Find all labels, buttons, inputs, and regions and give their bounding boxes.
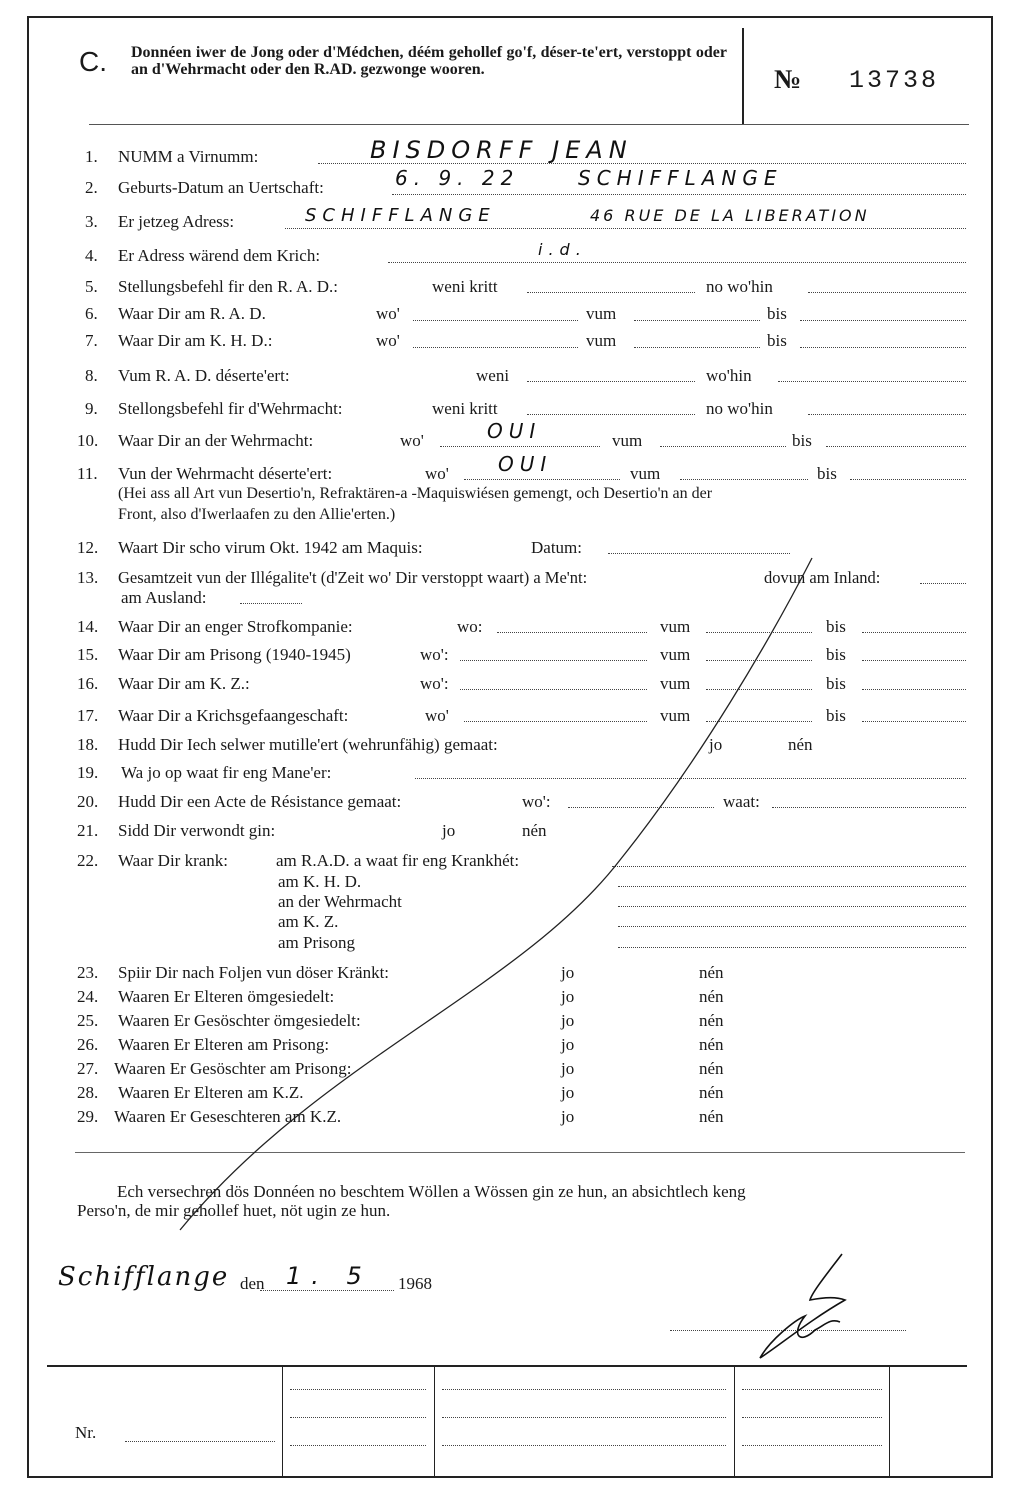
field-21-label: Sidd Dir verwondt gin: <box>118 821 276 840</box>
field-22-sub-1: am K. H. D. <box>278 872 362 891</box>
field-9-num: 9. <box>85 399 98 418</box>
field-16-num: 16. <box>77 674 99 693</box>
field-2-num: 2. <box>85 178 98 197</box>
table-line <box>742 1445 882 1446</box>
field-21-num: 21. <box>77 821 99 840</box>
field-15-b: vum <box>660 645 691 664</box>
field-23-num: 23. <box>77 963 99 982</box>
field-16-a: wo': <box>420 674 449 693</box>
field-27-label: Waaren Er Gesöschter am Prisong: <box>114 1059 352 1078</box>
field-21-b: nén <box>522 821 547 840</box>
field-22-sub-4: am Prisong <box>278 933 355 952</box>
field-26-b: nén <box>699 1035 724 1054</box>
field-22-a: am R.A.D. a waat fir eng Krankhét: <box>276 851 520 870</box>
field-17-b: vum <box>660 706 691 725</box>
field-18-label: Hudd Dir Iech selwer mutille'ert (wehrunfähig) gemaat: <box>118 735 498 754</box>
field-3-city: SCHIFFLANGE <box>305 205 496 226</box>
field-7-label: Waar Dir am K. H. D.: <box>118 331 273 350</box>
field-28-a: jo <box>561 1083 575 1102</box>
field-25-num: 25. <box>77 1011 99 1030</box>
field-17-a: wo' <box>425 706 449 725</box>
field-28-b: nén <box>699 1083 724 1102</box>
field-1-label: NUMM a Virnumm: <box>118 147 259 166</box>
place-suffix: den <box>240 1274 265 1293</box>
field-7-num: 7. <box>85 331 98 350</box>
year: 1968 <box>398 1274 432 1293</box>
field-2-label: Geburts-Datum an Uertschaft: <box>118 178 324 197</box>
field-10-label: Waar Dir an der Wehrmacht: <box>118 431 314 450</box>
field-9-b: no wo'hin <box>706 399 773 418</box>
field-22-label: Waar Dir krank: <box>118 851 229 870</box>
field-19-num: 19. <box>77 763 99 782</box>
form-title: Donnéen iwer de Jong oder d'Médchen, déém gehollef go'f, déser-te'ert, verstoppt oder an d'Wehrmacht oder den R.AD. gezwonge wooren. <box>131 44 727 78</box>
field-11-value: OUI <box>498 452 553 476</box>
field-10-value: OUI <box>487 419 542 443</box>
field-17-c: bis <box>826 706 846 725</box>
form-number: 13738 <box>849 66 940 95</box>
field-15-a: wo': <box>420 645 449 664</box>
field-29-label: Waaren Er Geseschteren am K.Z. <box>114 1107 342 1126</box>
field-20-b: waat: <box>723 792 760 811</box>
field-5-a: weni kritt <box>432 277 498 296</box>
field-17-label: Waar Dir a Krichsgefaangeschaft: <box>118 706 349 725</box>
nr-label: Nr. <box>75 1423 97 1442</box>
field-8-a: weni <box>476 366 510 385</box>
field-2-date: 6. 9. 22 <box>395 166 520 190</box>
field-18-b: nén <box>788 735 813 754</box>
declaration-line-2: Perso'n, de mir gehollef huet, nöt ugin ze hun. <box>77 1201 391 1220</box>
field-28-num: 28. <box>77 1083 99 1102</box>
field-25-label: Waaren Er Gesöschter ömgesiedelt: <box>118 1011 361 1030</box>
field-20-num: 20. <box>77 792 99 811</box>
field-7-c: bis <box>767 331 787 350</box>
field-7-b: vum <box>586 331 617 350</box>
field-9-label: Stellongsbefehl fir d'Wehrmacht: <box>118 399 343 418</box>
table-line <box>742 1389 882 1390</box>
field-22-sub-2: an der Wehrmacht <box>278 892 402 911</box>
field-6-a: wo' <box>376 304 400 323</box>
field-15-label: Waar Dir am Prisong (1940-1945) <box>118 645 351 664</box>
nr-line <box>125 1441 275 1442</box>
table-line <box>442 1445 726 1446</box>
field-6-b: vum <box>586 304 617 323</box>
field-26-label: Waaren Er Elteren am Prisong: <box>118 1035 330 1054</box>
field-22-sub-3: am K. Z. <box>278 912 339 931</box>
field-25-a: jo <box>561 1011 575 1030</box>
field-20-a: wo': <box>522 792 551 811</box>
field-23-label: Spiir Dir nach Foljen vun döser Kränkt: <box>118 963 390 982</box>
field-3-street: 46 RUE DE LA LIBERATION <box>590 206 870 225</box>
field-24-num: 24. <box>77 987 99 1006</box>
field-29-a: jo <box>561 1107 575 1126</box>
field-14-b: vum <box>660 617 691 636</box>
field-4-num: 4. <box>85 246 98 265</box>
field-16-c: bis <box>826 674 846 693</box>
field-11-note-1: (Hei ass all Art vun Desertio'n, Refraktären-a -Maquiswiésen gemengt, och Desertio'n an der <box>118 485 713 502</box>
field-5-num: 5. <box>85 277 98 296</box>
field-11-label: Vun der Wehrmacht déserte'ert: <box>118 464 333 483</box>
table-line <box>442 1389 726 1390</box>
field-24-b: nén <box>699 987 724 1006</box>
table-col-1 <box>282 1367 283 1477</box>
field-12-label: Waart Dir scho virum Okt. 1942 am Maquis: <box>118 538 423 557</box>
field-2-place: SCHIFFLANGE <box>578 166 783 190</box>
field-1-num: 1. <box>85 147 98 166</box>
field-29-b: nén <box>699 1107 724 1126</box>
office-table <box>47 1365 967 1477</box>
field-7-a: wo' <box>376 331 400 350</box>
field-27-num: 27. <box>77 1059 99 1078</box>
table-col-4 <box>889 1367 890 1477</box>
field-13-num: 13. <box>77 568 99 587</box>
field-6-c: bis <box>767 304 787 323</box>
field-12-num: 12. <box>77 538 99 557</box>
field-18-num: 18. <box>77 735 99 754</box>
field-5-b: no wo'hin <box>706 277 773 296</box>
field-25-b: nén <box>699 1011 724 1030</box>
field-13-a: dovun am Inland: <box>764 568 881 587</box>
field-24-a: jo <box>561 987 575 1006</box>
field-15-num: 15. <box>77 645 99 664</box>
field-6-label: Waar Dir am R. A. D. <box>118 304 266 323</box>
field-6-num: 6. <box>85 304 98 323</box>
field-28-label: Waaren Er Elteren am K.Z. <box>118 1083 304 1102</box>
field-10-c: bis <box>792 431 812 450</box>
field-4-label: Er Adress wärend dem Krich: <box>118 246 321 265</box>
cross-out-stroke <box>180 558 812 1230</box>
field-11-a: wo' <box>425 464 449 483</box>
field-23-b: nén <box>699 963 724 982</box>
field-26-num: 26. <box>77 1035 99 1054</box>
field-8-num: 8. <box>85 366 98 385</box>
field-17-num: 17. <box>77 706 99 725</box>
field-14-a: wo: <box>457 617 483 636</box>
field-11-num: 11. <box>77 464 98 483</box>
field-11-c: bis <box>817 464 837 483</box>
table-line <box>742 1417 882 1418</box>
field-16-label: Waar Dir am K. Z.: <box>118 674 250 693</box>
field-15-c: bis <box>826 645 846 664</box>
field-8-label: Vum R. A. D. déserte'ert: <box>118 366 290 385</box>
field-21-a: jo <box>442 821 456 840</box>
field-24-label: Waaren Er Elteren ömgesiedelt: <box>118 987 335 1006</box>
field-29-num: 29. <box>77 1107 99 1126</box>
table-col-3 <box>734 1367 735 1477</box>
place-handwritten: Schifflange <box>58 1262 230 1292</box>
field-14-label: Waar Dir an enger Strofkompanie: <box>118 617 353 636</box>
field-3-label: Er jetzeg Adress: <box>118 212 235 231</box>
field-20-label: Hudd Dir een Acte de Résistance gemaat: <box>118 792 402 811</box>
field-19-label: Wa jo op waat fir eng Mane'er: <box>121 763 332 782</box>
field-8-b: wo'hin <box>706 366 752 385</box>
table-line <box>290 1389 426 1390</box>
field-14-num: 14. <box>77 617 99 636</box>
field-18-a: jo <box>709 735 723 754</box>
date-handwritten: 1. 5 <box>286 1262 372 1290</box>
table-col-2 <box>434 1367 435 1477</box>
field-14-c: bis <box>826 617 846 636</box>
field-1-value: BISDORFF JEAN <box>370 136 633 164</box>
field-22-num: 22. <box>77 851 99 870</box>
field-11-note-2: Front, also d'Iwerlaafen zu den Allie'erten.) <box>118 506 396 523</box>
table-line <box>290 1445 426 1446</box>
field-26-a: jo <box>561 1035 575 1054</box>
declaration-line-1: Ech versechren dös Donnéen no beschtem Wöllen a Wössen gin ze hun, an absichtlech keng <box>117 1182 746 1201</box>
field-16-b: vum <box>660 674 691 693</box>
field-10-a: wo' <box>400 431 424 450</box>
field-3-num: 3. <box>85 212 98 231</box>
field-10-num: 10. <box>77 431 99 450</box>
table-line <box>442 1417 726 1418</box>
number-label: № <box>774 64 802 94</box>
field-27-a: jo <box>561 1059 575 1078</box>
section-letter: C. <box>79 46 107 77</box>
field-27-b: nén <box>699 1059 724 1078</box>
field-23-a: jo <box>561 963 575 982</box>
table-line <box>290 1417 426 1418</box>
field-13-label: Gesamtzeit vun der Illégalite't (d'Zeit wo' Dir verstoppt waart) a Me'nt: <box>118 568 588 587</box>
field-4-value: i.d. <box>538 240 587 259</box>
field-11-b: vum <box>630 464 661 483</box>
field-9-a: weni kritt <box>432 399 498 418</box>
field-10-b: vum <box>612 431 643 450</box>
signature-mark <box>760 1254 845 1358</box>
field-12-a: Datum: <box>531 538 582 557</box>
field-13-b: am Ausland: <box>121 588 207 607</box>
field-5-label: Stellungsbefehl fir den R. A. D.: <box>118 277 339 296</box>
